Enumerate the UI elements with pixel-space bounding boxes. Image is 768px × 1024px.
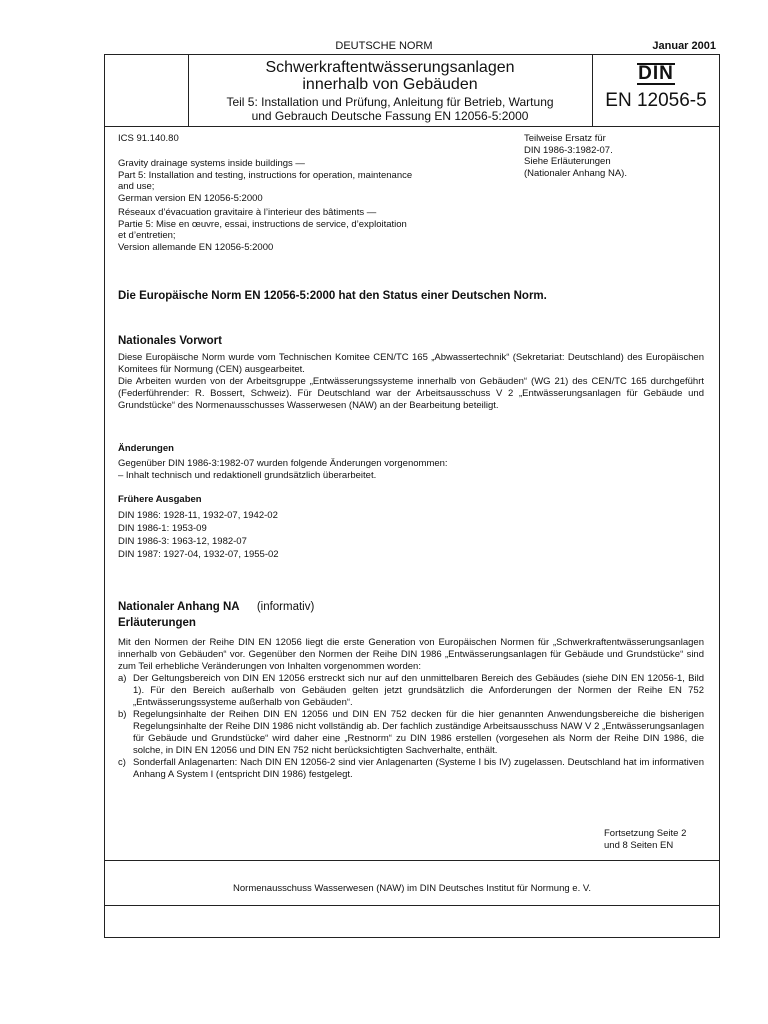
english-line: Gravity drainage systems inside buildings — (118, 158, 305, 169)
english-line: German version EN 12056-5:2000 (118, 192, 263, 204)
vorwort-heading: Nationales Vorwort (118, 335, 222, 347)
edition-line: DIN 1987: 1927-04, 1932-07, 1955-02 (118, 549, 279, 560)
english-title (118, 158, 518, 204)
anhang-body (118, 637, 704, 781)
replacement-line: Siehe Erläuterungen (524, 156, 611, 167)
french-title (118, 207, 518, 253)
replacement-line: (Nationaler Anhang NA). (524, 167, 627, 179)
anhang-item (118, 709, 704, 757)
title-line-1: Schwerkraftentwässerungsanlagen (265, 59, 515, 76)
edition-line: DIN 1986: 1928-11, 1932-07, 1942-02 (118, 510, 278, 521)
item-text: Sonderfall Anlagenarten: Nach DIN EN 12056-2 sind vier Anlagenarten (Systeme I bis IV) zugelassen. Deutschland hat im informativen Anhang A System I (entspricht DIN 1986) festgelegt. (133, 757, 704, 780)
continuation-note (604, 828, 714, 851)
aenderungen-paragraph: Gegenüber DIN 1986-3:1982-07 wurden folgende Änderungen vorgenommen: (118, 458, 448, 469)
anhang-item (118, 757, 704, 781)
aenderungen-heading: Änderungen (118, 443, 174, 454)
subtitle-line-2: und Gebrauch Deutsche Fassung EN 12056-5:2000 (251, 109, 529, 123)
footer-text: Normenausschuss Wasserwesen (NAW) im DIN Deutsches Institut für Normung e. V. (233, 883, 591, 894)
title-block (188, 54, 592, 126)
subtitle-line-1: Teil 5: Installation und Prüfung, Anleitung für Betrieb, Wartung (226, 95, 554, 109)
aenderungen-body (118, 458, 704, 482)
english-line: and use; (118, 181, 155, 192)
continuation-line: Fortsetzung Seite 2 (604, 828, 687, 839)
item-marker: a) (118, 673, 127, 684)
standard-number: EN 12056-5 (605, 90, 707, 111)
status-line: Die Europäische Norm EN 12056-5:2000 hat den Status einer Deutschen Norm. (118, 290, 547, 302)
anhang-heading-row (118, 601, 704, 613)
french-line: et d’entretien; (118, 230, 176, 241)
top-line (0, 40, 768, 54)
fruehere-heading: Frühere Ausgaben (118, 494, 202, 505)
header-left-cell (104, 54, 188, 126)
replacement-line: DIN 1986-3:1982-07. (524, 144, 613, 156)
anhang-subheading: Erläuterungen (118, 617, 196, 629)
anhang-informativ: (informativ) (256, 601, 315, 613)
issue-date: Januar 2001 (652, 40, 716, 52)
aenderungen-item: – Inhalt technisch und redaktionell grundsätzlich überarbeitet. (118, 470, 377, 481)
vorwort-paragraph: Die Arbeiten wurden von der Arbeitsgruppe „Entwässerungssysteme innerhalb von Gebäuden“ (WG 21) des CEN/TC 165 durchgeführt (Federführender: R. Bossert, Schweiz). Für Deutschland war der Arbeitsausschuss V 2 „Entwässerungsanlagen für Gebäude und Grundstücke“ des Normenausschusses Wasserwesen (NAW) an der Bearbeitung beteiligt. (118, 376, 704, 411)
anhang-intro: Mit den Normen der Reihe DIN EN 12056 liegt die erste Generation von Europäischen Normen für „Schwerkraftentwässerungsanlagen innerhalb von Gebäuden“ vor. Gegenüber den Normen der Reihe DIN 1986 „Entwässerungsanlagen für Gebäude und Grundstücke“ sind zum Teil erhebliche Veränderungen von Inhalten vorgenommen worden: (118, 637, 704, 672)
anhang-item (118, 673, 704, 709)
vorwort-body (118, 352, 704, 412)
title-line-2: innerhalb von Gebäuden (302, 76, 478, 93)
item-marker: c) (118, 757, 126, 768)
din-logo: DIN (638, 63, 674, 84)
french-line: Réseaux d’évacuation gravitaire à l’interieur des bâtiments — (118, 207, 377, 218)
norm-label: DEUTSCHE NORM (335, 40, 433, 52)
vorwort-paragraph: Diese Europäische Norm wurde vom Technischen Komitee CEN/TC 165 „Abwassertechnik“ (Sekretariat: Deutschland) des Europäischen Komitees für Normung (CEN) ausgearbeitet. (118, 352, 704, 375)
ics-code: ICS 91.140.80 (118, 133, 179, 144)
edition-line: DIN 1986-3: 1963-12, 1982-07 (118, 536, 247, 547)
continuation-line: und 8 Seiten EN (604, 839, 674, 851)
french-line: Partie 5: Mise en œuvre, essai, instructions de service, d’exploitation (118, 218, 407, 230)
item-text: Der Geltungsbereich von DIN EN 12056 erstreckt sich nur auf den unmittelbaren Bereich des Gebäudes (siehe DIN EN 12056-1, Bild 1). Für den Bereich außerhalb von Gebäuden gelten jetzt grundsätzlich die Anforderungen der Normen der Reihe EN 752 „Entwässerungssysteme außerhalb von Gebäuden“. (133, 673, 704, 708)
item-text: Regelungsinhalte der Reihen DIN EN 12056 und DIN EN 752 decken für die hier genannten Anwendungsbereiche die bisherigen Regelungsinhalte der Reihe DIN 1986 nicht vollständig ab. Der fachlich zuständige Arbeitsausschuss NAW V 2 „Entwässerungsanlagen für Gebäude und Grundstücke“ wird daher eine „Restnorm“ zu DIN 1986 erstellen (vorgesehen als Norm der Reihe DIN 1986, die solche, in DIN EN 12056 und DIN EN 752 nicht berücksichtigten Sachverhalte, enthält. (133, 709, 704, 756)
item-marker: b) (118, 709, 127, 720)
din-box (592, 54, 720, 126)
english-line: Part 5: Installation and testing, instructions for operation, maintenance (118, 169, 413, 181)
fruehere-list (118, 509, 704, 561)
edition-line: DIN 1986-1: 1953-09 (118, 523, 207, 534)
french-line: Version allemande EN 12056-5:2000 (118, 241, 274, 253)
anhang-heading: Nationaler Anhang NA (118, 601, 240, 613)
replacement-line: Teilweise Ersatz für (524, 133, 606, 144)
replacement-note (524, 133, 704, 179)
